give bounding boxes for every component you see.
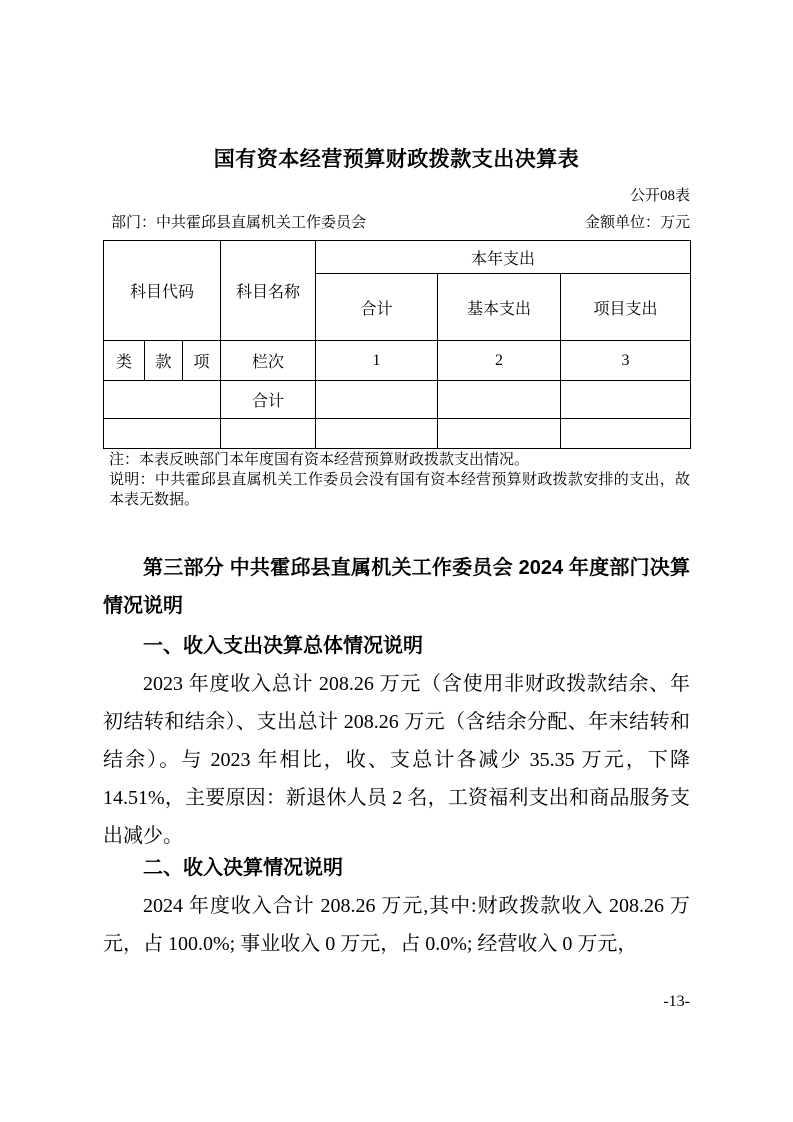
code-section-cell: 款 — [145, 341, 183, 381]
row-project-cell — [561, 381, 691, 419]
budget-table — [103, 240, 691, 449]
doc-title: 国有资本经营预算财政拨款支出决算表 — [213, 148, 580, 171]
row-basic-cell — [438, 381, 561, 419]
code-item-cell: 项 — [183, 341, 221, 381]
table-header-row-1 — [104, 241, 691, 274]
department-label: 部门：中共霍邱县直属机关工作委员会 — [111, 215, 367, 231]
table-note-1: 注：本表反映部门本年度国有资本经营预算财政拨款支出情况。 — [109, 452, 530, 468]
header-total: 合计 — [316, 274, 438, 341]
table-row — [104, 381, 691, 419]
page-number: -13- — [663, 993, 690, 1010]
row-project-cell — [561, 419, 691, 449]
header-subject-name: 科目名称 — [221, 241, 316, 341]
row-code-cell — [104, 381, 221, 419]
column-index-2: 2 — [438, 341, 561, 381]
table-notes — [103, 450, 690, 510]
table-index-row — [104, 341, 691, 381]
header-basic-expenditure: 基本支出 — [438, 274, 561, 341]
section1-heading: 一、收入支出决算总体情况说明 — [143, 635, 423, 657]
table-row — [104, 419, 691, 449]
column-index-label: 栏次 — [221, 341, 316, 381]
header-subject-code: 科目代码 — [104, 241, 221, 341]
header-current-year-expenditure: 本年支出 — [316, 241, 691, 274]
section1-paragraph: 2023 年度收入总计 208.26 万元（含使用非财政拨款结余、年初结转和结余）、支出总计 208.26 万元（含结余分配、年末结转和结余）。与 2023 年相比，收、支总计各减少 35.35 万元，下降 14.51%，主要原因：新退休人员 2 名，工资福利支出和商品服务支出减少。 — [103, 673, 690, 847]
unit-label: 金额单位：万元 — [584, 215, 690, 231]
form-code-label: 公开08表 — [629, 188, 690, 204]
column-index-3: 3 — [561, 341, 691, 381]
row-name-cell: 合计 — [221, 381, 316, 419]
row-total-cell — [316, 419, 438, 449]
row-total-cell — [316, 381, 438, 419]
section2-heading: 二、收入决算情况说明 — [143, 857, 343, 879]
row-code-cell — [104, 419, 221, 449]
section2-paragraph: 2024 年度收入合计 208.26 万元,其中:财政拨款收入 208.26 万元，占 100.0%; 事业收入 0 万元，占 0.0%; 经营收入 0 万元， — [103, 895, 690, 955]
table-note-2: 说明：中共霍邱县直属机关工作委员会没有国有资本经营预算财政拨款安排的支出，故本表无数据。 — [109, 472, 690, 508]
row-basic-cell — [438, 419, 561, 449]
meta-row — [103, 213, 690, 233]
part-heading: 第三部分 中共霍邱县直属机关工作委员会 2024 年度部门决算情况说明 — [103, 557, 690, 617]
header-project-expenditure: 项目支出 — [561, 274, 691, 341]
code-class-cell: 类 — [104, 341, 145, 381]
column-index-1: 1 — [316, 341, 438, 381]
row-name-cell — [221, 419, 316, 449]
